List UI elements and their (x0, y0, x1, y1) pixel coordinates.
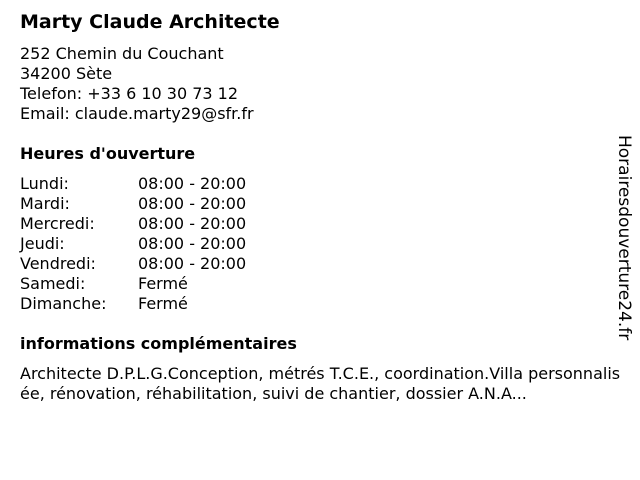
day-label: Lundi: (20, 174, 69, 193)
business-name: Marty Claude Architecte (20, 11, 280, 33)
day-label: Vendredi: (20, 254, 96, 273)
site-watermark: Horairesdouverture24.fr (614, 135, 634, 341)
additional-info-heading: informations complémentaires (20, 334, 297, 353)
street-address: 252 Chemin du Couchant (20, 44, 224, 63)
day-label: Mardi: (20, 194, 70, 213)
phone-number: Telefon: +33 6 10 30 73 12 (20, 84, 239, 103)
day-label: Samedi: (20, 274, 86, 293)
time-value: 08:00 - 20:00 (138, 194, 247, 213)
time-value: 08:00 - 20:00 (138, 254, 247, 273)
day-label: Jeudi: (20, 234, 65, 253)
day-label: Mercredi: (20, 214, 95, 233)
day-label: Dimanche: (20, 294, 107, 313)
time-value: Fermé (138, 274, 188, 293)
time-value: Fermé (138, 294, 188, 313)
email-address: Email: claude.marty29@sfr.fr (20, 104, 254, 123)
additional-info-text: Architecte D.P.L.G.Conception, métrés T.C.E., coordination.Villa personnalisée, rénovation, réhabilitation, suivi de chantier, dossier A.N.A... (20, 364, 621, 403)
time-value: 08:00 - 20:00 (138, 234, 247, 253)
opening-hours-heading: Heures d'ouverture (20, 144, 196, 163)
time-value: 08:00 - 20:00 (138, 214, 247, 233)
time-value: 08:00 - 20:00 (138, 174, 247, 193)
city-address: 34200 Sète (20, 64, 113, 83)
